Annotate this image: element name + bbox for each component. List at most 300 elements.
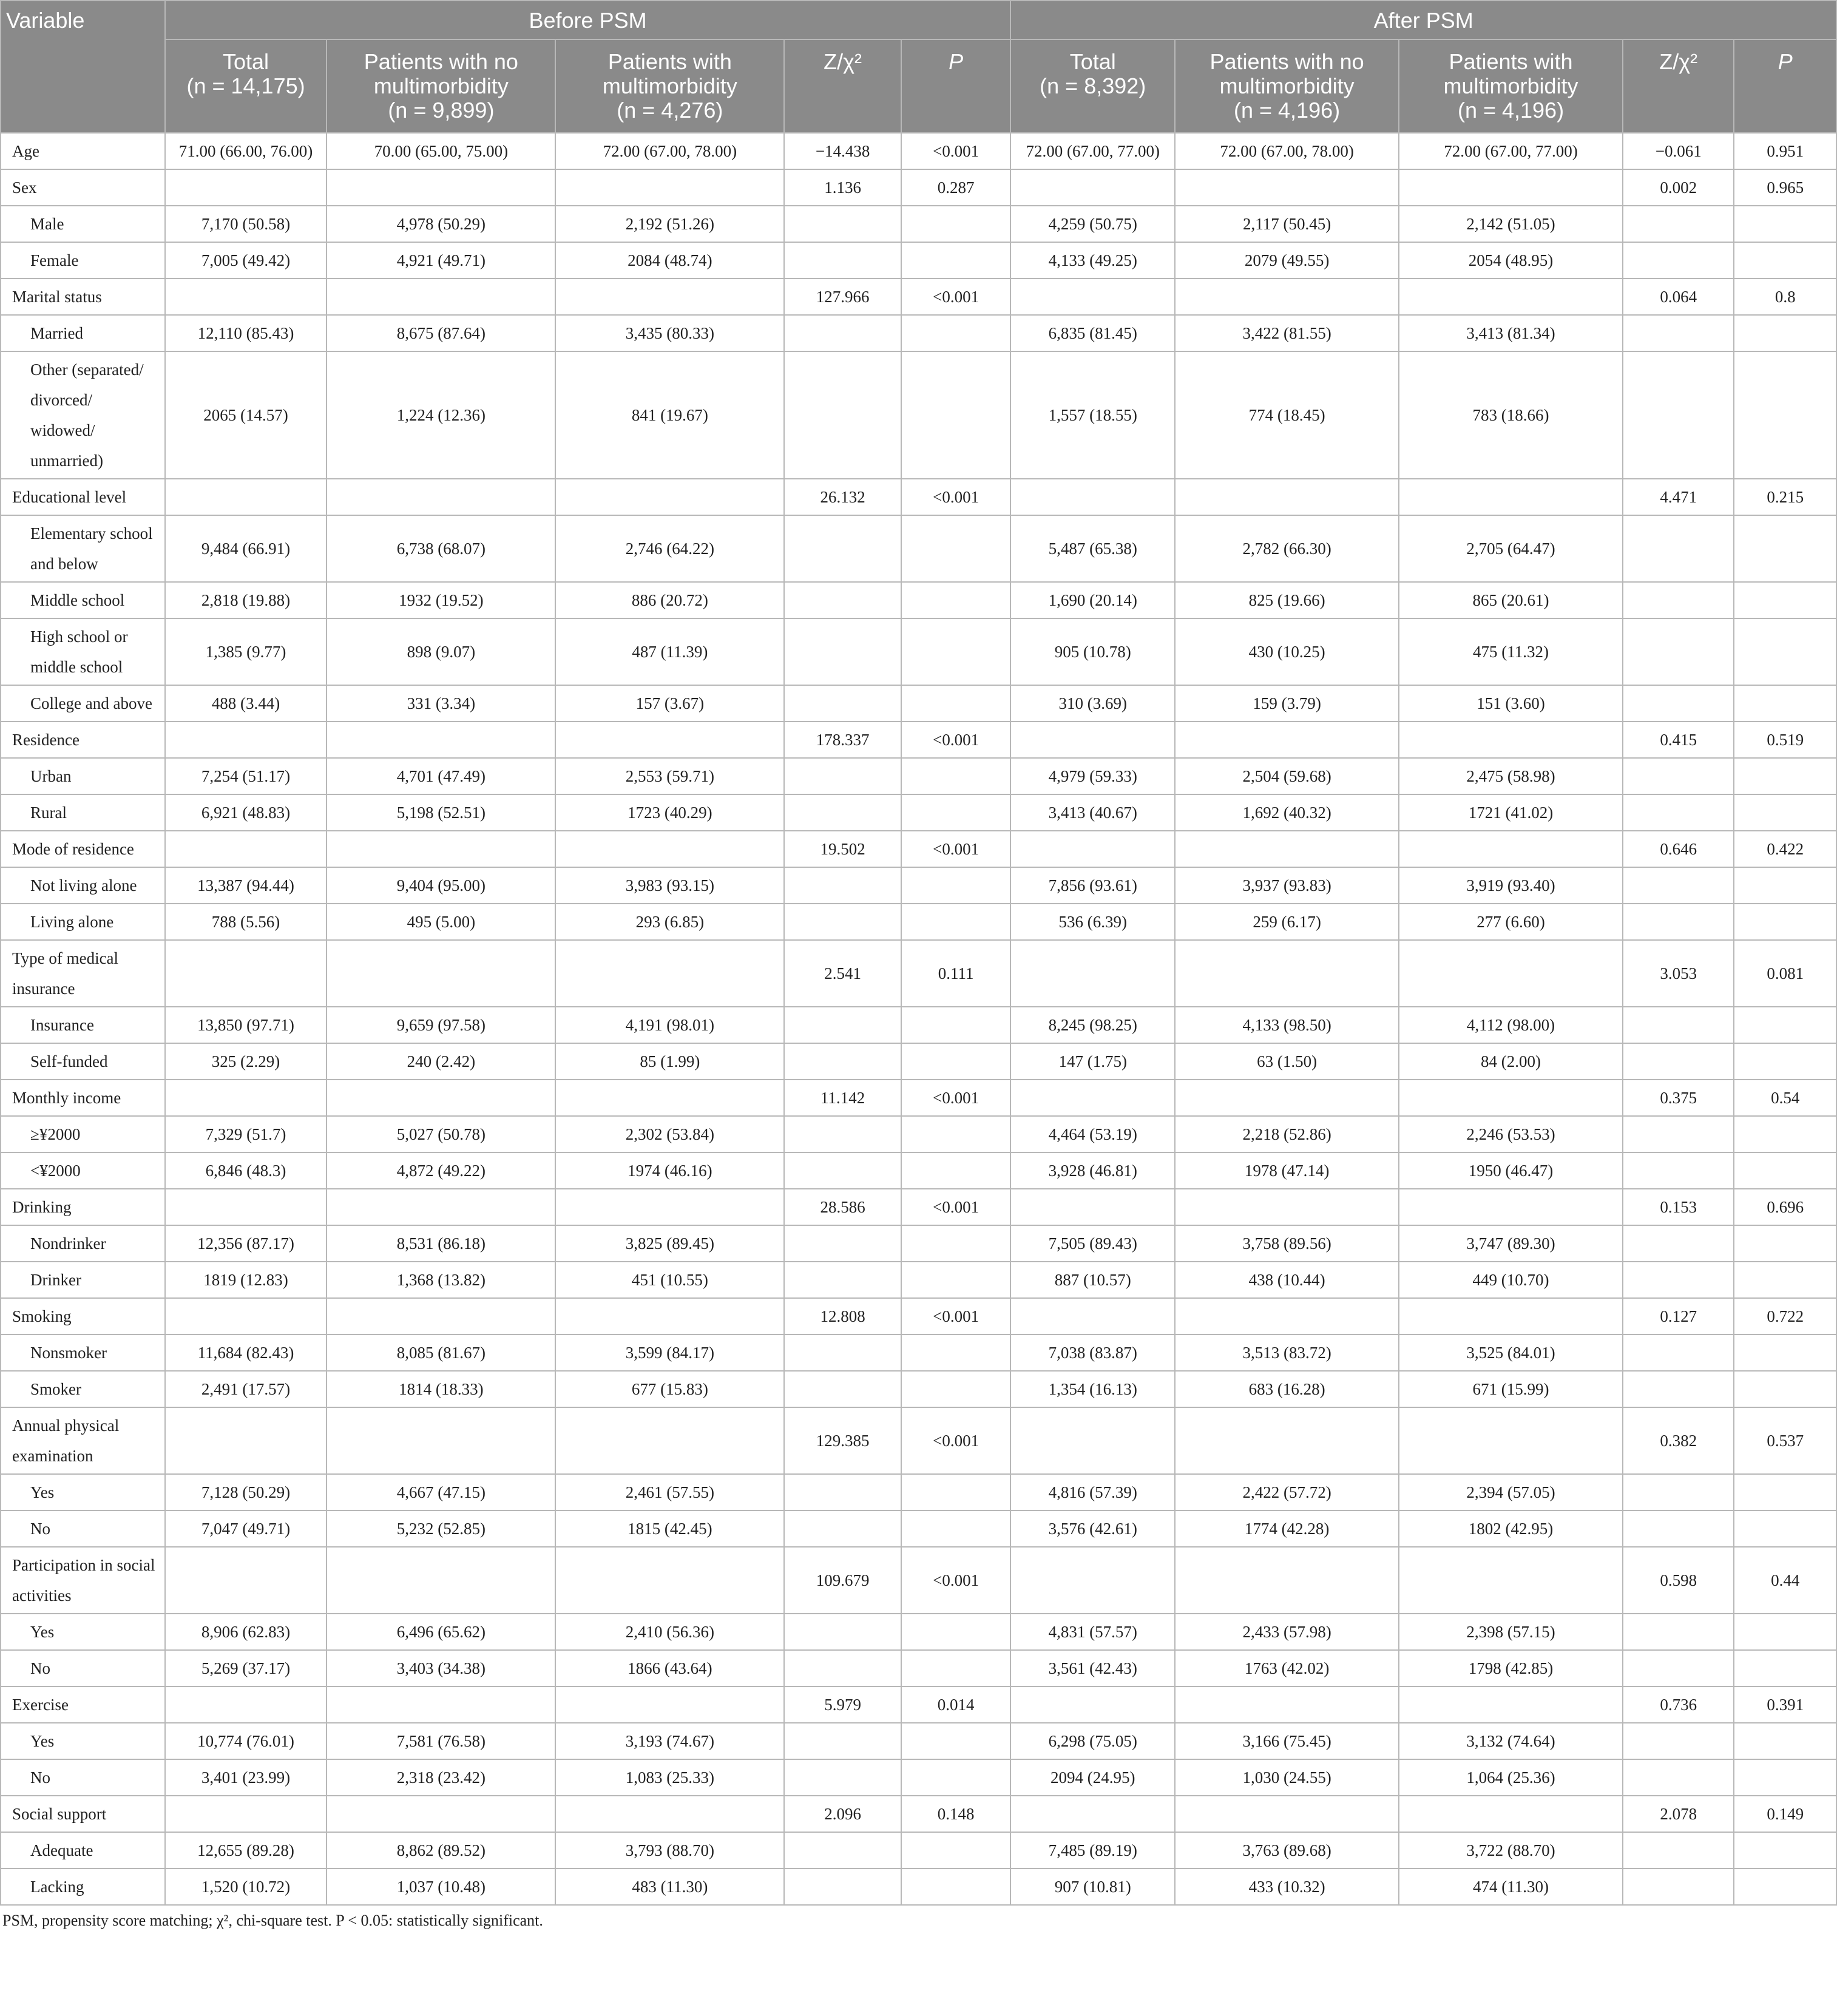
table-cell	[901, 315, 1011, 351]
table-cell	[1623, 1614, 1734, 1650]
table-cell: 3,758 (89.56)	[1175, 1225, 1399, 1262]
table-cell: 8,862 (89.52)	[326, 1832, 555, 1869]
table-cell	[555, 831, 784, 867]
table-cell: 2,117 (50.45)	[1175, 206, 1399, 242]
table-cell: 0.736	[1623, 1686, 1734, 1723]
table-cell: 1763 (42.02)	[1175, 1650, 1399, 1686]
table-cell	[165, 1189, 327, 1225]
table-cell: 4,831 (57.57)	[1010, 1614, 1175, 1650]
table-cell: 3,722 (88.70)	[1399, 1832, 1623, 1869]
table-cell: 3,983 (93.15)	[555, 867, 784, 904]
table-cell	[1623, 1759, 1734, 1796]
table-cell	[784, 1152, 901, 1189]
table-row	[1, 169, 1836, 206]
row-sublabel: ≥¥2000	[1, 1116, 165, 1152]
table-cell: 157 (3.67)	[555, 685, 784, 722]
table-cell	[901, 206, 1011, 242]
table-cell	[165, 1080, 327, 1116]
table-cell	[1399, 1298, 1623, 1334]
table-cell: 2,410 (56.36)	[555, 1614, 784, 1650]
table-cell	[1399, 1407, 1623, 1474]
table-cell: 3,561 (42.43)	[1010, 1650, 1175, 1686]
table-cell	[326, 1298, 555, 1334]
table-cell: <0.001	[901, 1080, 1011, 1116]
table-cell: 3,193 (74.67)	[555, 1723, 784, 1759]
table-cell: 487 (11.39)	[555, 618, 784, 685]
table-cell	[1010, 722, 1175, 758]
table-cell	[784, 315, 901, 351]
table-row	[1, 722, 1836, 758]
table-cell	[901, 582, 1011, 618]
table-cell	[1623, 1723, 1734, 1759]
table-cell	[1010, 940, 1175, 1007]
table-row	[1, 1007, 1836, 1043]
table-cell: <0.001	[901, 279, 1011, 315]
row-label: Age	[1, 133, 165, 169]
table-cell	[901, 1759, 1011, 1796]
table-cell	[326, 479, 555, 515]
table-cell	[555, 1407, 784, 1474]
table-cell: 3,435 (80.33)	[555, 315, 784, 351]
table-row	[1, 1080, 1836, 1116]
after-col-header	[1399, 39, 1623, 133]
table-cell: 0.382	[1623, 1407, 1734, 1474]
before-psm-header: Before PSM	[165, 1, 1011, 39]
table-cell: 1798 (42.85)	[1399, 1650, 1623, 1686]
table-cell	[784, 1723, 901, 1759]
table-cell: <0.001	[901, 1407, 1011, 1474]
row-sublabel: Female	[1, 242, 165, 279]
table-row	[1, 831, 1836, 867]
table-cell: 4,921 (49.71)	[326, 242, 555, 279]
table-cell	[901, 1474, 1011, 1510]
table-cell: 4,667 (47.15)	[326, 1474, 555, 1510]
table-cell: 8,245 (98.25)	[1010, 1007, 1175, 1043]
table-cell	[784, 867, 901, 904]
table-cell: <0.001	[901, 831, 1011, 867]
table-cell: 240 (2.42)	[326, 1043, 555, 1080]
table-cell: 84 (2.00)	[1399, 1043, 1623, 1080]
table-cell: 12.808	[784, 1298, 901, 1334]
table-cell: 2079 (49.55)	[1175, 242, 1399, 279]
table-cell: 12,110 (85.43)	[165, 315, 327, 351]
table-cell: 3.053	[1623, 940, 1734, 1007]
table-cell: 0.287	[901, 169, 1011, 206]
table-cell: 3,413 (81.34)	[1399, 315, 1623, 351]
table-cell: 0.537	[1734, 1407, 1836, 1474]
table-cell: 2094 (24.95)	[1010, 1759, 1175, 1796]
table-cell: 2,491 (17.57)	[165, 1371, 327, 1407]
table-cell: 109.679	[784, 1547, 901, 1614]
table-cell: 2,461 (57.55)	[555, 1474, 784, 1510]
table-cell: 2,504 (59.68)	[1175, 758, 1399, 794]
row-label: Drinking	[1, 1189, 165, 1225]
table-cell: 1,385 (9.77)	[165, 618, 327, 685]
table-cell	[1623, 1262, 1734, 1298]
table-cell: 3,525 (84.01)	[1399, 1334, 1623, 1371]
table-cell: 0.391	[1734, 1686, 1836, 1723]
col-header-n: (n = 4,196)	[1234, 98, 1341, 123]
table-cell: 4,112 (98.00)	[1399, 1007, 1623, 1043]
table-cell	[1623, 1007, 1734, 1043]
table-cell	[784, 1371, 901, 1407]
table-cell: 2,398 (57.15)	[1399, 1614, 1623, 1650]
table-cell	[784, 582, 901, 618]
table-cell	[1399, 722, 1623, 758]
row-sublabel: Living alone	[1, 904, 165, 940]
table-cell	[1623, 1225, 1734, 1262]
table-cell	[326, 279, 555, 315]
table-cell	[784, 351, 901, 479]
table-cell: 4,816 (57.39)	[1010, 1474, 1175, 1510]
table-cell: 0.149	[1734, 1796, 1836, 1832]
table-cell	[1734, 1043, 1836, 1080]
table-row	[1, 1869, 1836, 1905]
table-cell	[901, 1262, 1011, 1298]
table-cell: 1,083 (25.33)	[555, 1759, 784, 1796]
table-cell	[901, 904, 1011, 940]
table-cell: 0.153	[1623, 1189, 1734, 1225]
table-cell	[784, 1225, 901, 1262]
table-cell: 474 (11.30)	[1399, 1869, 1623, 1905]
table-cell: 0.722	[1734, 1298, 1836, 1334]
table-cell	[555, 1298, 784, 1334]
table-cell: 4,133 (49.25)	[1010, 242, 1175, 279]
table-cell	[1623, 351, 1734, 479]
table-cell: 4,259 (50.75)	[1010, 206, 1175, 242]
table-cell: 433 (10.32)	[1175, 1869, 1399, 1905]
table-cell: 3,403 (34.38)	[326, 1650, 555, 1686]
table-cell	[1623, 618, 1734, 685]
table-cell	[784, 1832, 901, 1869]
table-cell: 72.00 (67.00, 77.00)	[1010, 133, 1175, 169]
col-header-label: Total	[1069, 49, 1116, 74]
table-cell: 70.00 (65.00, 75.00)	[326, 133, 555, 169]
table-cell: −0.061	[1623, 133, 1734, 169]
table-cell	[1175, 831, 1399, 867]
table-cell: 7,038 (83.87)	[1010, 1334, 1175, 1371]
table-cell	[165, 169, 327, 206]
table-cell: 6,496 (65.62)	[326, 1614, 555, 1650]
table-cell	[784, 515, 901, 582]
table-cell	[555, 479, 784, 515]
table-cell	[1175, 1298, 1399, 1334]
table-cell: 63 (1.50)	[1175, 1043, 1399, 1080]
table-cell	[1623, 1510, 1734, 1547]
table-header	[1, 1, 1836, 133]
table-cell	[165, 1796, 327, 1832]
table-cell	[1734, 315, 1836, 351]
table-cell	[1175, 1407, 1399, 1474]
table-cell	[1734, 1832, 1836, 1869]
table-cell: 9,404 (95.00)	[326, 867, 555, 904]
table-cell: 0.598	[1623, 1547, 1734, 1614]
table-cell: 11.142	[784, 1080, 901, 1116]
table-cell: 774 (18.45)	[1175, 351, 1399, 479]
table-row	[1, 1262, 1836, 1298]
table-cell	[1734, 1225, 1836, 1262]
table-cell: 2084 (48.74)	[555, 242, 784, 279]
table-cell	[784, 685, 901, 722]
row-label: Residence	[1, 722, 165, 758]
table-cell	[901, 685, 1011, 722]
table-cell: 2054 (48.95)	[1399, 242, 1623, 279]
row-sublabel: Male	[1, 206, 165, 242]
table-cell: 0.081	[1734, 940, 1836, 1007]
table-cell	[1399, 831, 1623, 867]
row-sublabel: Not living alone	[1, 867, 165, 904]
table-cell	[1399, 940, 1623, 1007]
table-cell	[555, 1080, 784, 1116]
table-cell	[1175, 1080, 1399, 1116]
table-row	[1, 940, 1836, 1007]
table-cell: 5,232 (52.85)	[326, 1510, 555, 1547]
table-cell	[326, 940, 555, 1007]
table-cell	[1734, 758, 1836, 794]
table-cell	[1734, 582, 1836, 618]
table-cell	[1010, 279, 1175, 315]
table-cell	[1623, 315, 1734, 351]
table-cell	[901, 618, 1011, 685]
table-cell: 8,531 (86.18)	[326, 1225, 555, 1262]
row-label: Sex	[1, 169, 165, 206]
table-cell	[1010, 1298, 1175, 1334]
table-row	[1, 1686, 1836, 1723]
table-cell	[1175, 1686, 1399, 1723]
table-cell: 1723 (40.29)	[555, 794, 784, 831]
table-cell: 1.136	[784, 169, 901, 206]
table-cell: 495 (5.00)	[326, 904, 555, 940]
table-cell	[1623, 685, 1734, 722]
before-col-header	[901, 39, 1011, 133]
table-row	[1, 1152, 1836, 1189]
table-cell: 0.064	[1623, 279, 1734, 315]
table-cell	[1734, 1007, 1836, 1043]
table-cell: 475 (11.32)	[1399, 618, 1623, 685]
table-cell: 72.00 (67.00, 78.00)	[1175, 133, 1399, 169]
table-cell: 1,557 (18.55)	[1010, 351, 1175, 479]
table-row	[1, 515, 1836, 582]
table-cell: 7,005 (49.42)	[165, 242, 327, 279]
table-cell	[1175, 169, 1399, 206]
row-label: Participation in social activities	[1, 1547, 165, 1614]
table-cell	[1399, 169, 1623, 206]
table-cell: 0.014	[901, 1686, 1011, 1723]
table-cell: 3,763 (89.68)	[1175, 1832, 1399, 1869]
table-cell	[784, 794, 901, 831]
table-cell	[1623, 1152, 1734, 1189]
table-cell: 127.966	[784, 279, 901, 315]
table-cell	[1010, 831, 1175, 867]
row-sublabel: Elementary school and below	[1, 515, 165, 582]
table-cell: 19.502	[784, 831, 901, 867]
table-cell: 3,413 (40.67)	[1010, 794, 1175, 831]
table-row	[1, 1043, 1836, 1080]
col-header-label: Z/χ²	[824, 49, 862, 74]
col-header-label: Patients with no multimorbidity	[364, 49, 518, 98]
table-cell: 2,818 (19.88)	[165, 582, 327, 618]
table-cell: 277 (6.60)	[1399, 904, 1623, 940]
after-col-header	[1623, 39, 1734, 133]
after-col-header	[1010, 39, 1175, 133]
row-label: Annual physical examination	[1, 1407, 165, 1474]
table-cell	[784, 1614, 901, 1650]
col-header-n: (n = 8,392)	[1040, 73, 1146, 98]
row-sublabel: Smoker	[1, 1371, 165, 1407]
table-cell: 0.646	[1623, 831, 1734, 867]
table-cell	[1734, 515, 1836, 582]
table-cell	[1734, 904, 1836, 940]
table-cell: 2,746 (64.22)	[555, 515, 784, 582]
table-cell: 6,298 (75.05)	[1010, 1723, 1175, 1759]
table-cell	[1623, 206, 1734, 242]
table-cell: 3,793 (88.70)	[555, 1832, 784, 1869]
row-label: Exercise	[1, 1686, 165, 1723]
row-sublabel: No	[1, 1510, 165, 1547]
table-cell	[555, 1686, 784, 1723]
table-cell: 7,254 (51.17)	[165, 758, 327, 794]
table-cell: 3,422 (81.55)	[1175, 315, 1399, 351]
table-cell: 0.519	[1734, 722, 1836, 758]
table-cell: 1,037 (10.48)	[326, 1869, 555, 1905]
table-row	[1, 1650, 1836, 1686]
table-row	[1, 479, 1836, 515]
table-cell: 1802 (42.95)	[1399, 1510, 1623, 1547]
col-header-label: Patients with multimorbidity	[602, 49, 737, 98]
table-cell: 2,422 (57.72)	[1175, 1474, 1399, 1510]
table-cell: 3,401 (23.99)	[165, 1759, 327, 1796]
table-cell: 0.415	[1623, 722, 1734, 758]
table-row	[1, 582, 1836, 618]
col-header-label: Patients with multimorbidity	[1443, 49, 1578, 98]
table-cell	[1734, 685, 1836, 722]
table-cell: 0.422	[1734, 831, 1836, 867]
row-label: Monthly income	[1, 1080, 165, 1116]
table-row	[1, 351, 1836, 479]
table-cell	[784, 1869, 901, 1905]
table-cell	[1175, 1796, 1399, 1832]
table-row	[1, 1189, 1836, 1225]
table-cell	[1399, 479, 1623, 515]
table-cell: 671 (15.99)	[1399, 1371, 1623, 1407]
table-row	[1, 758, 1836, 794]
table-cell	[784, 206, 901, 242]
table-cell	[901, 242, 1011, 279]
table-cell: 8,675 (87.64)	[326, 315, 555, 351]
row-label: Social support	[1, 1796, 165, 1832]
table-cell: 1815 (42.45)	[555, 1510, 784, 1547]
table-cell: 3,928 (46.81)	[1010, 1152, 1175, 1189]
table-cell: 0.002	[1623, 169, 1734, 206]
table-cell: 2,433 (57.98)	[1175, 1614, 1399, 1650]
col-header-n: (n = 4,276)	[617, 98, 723, 123]
col-header-label: Z/χ²	[1659, 49, 1698, 74]
table-cell: 2,553 (59.71)	[555, 758, 784, 794]
table-cell: 72.00 (67.00, 77.00)	[1399, 133, 1623, 169]
table-cell	[1399, 279, 1623, 315]
table-cell: 71.00 (66.00, 76.00)	[165, 133, 327, 169]
row-sublabel: <¥2000	[1, 1152, 165, 1189]
table-cell: 449 (10.70)	[1399, 1262, 1623, 1298]
table-cell	[1623, 242, 1734, 279]
table-cell: 9,484 (66.91)	[165, 515, 327, 582]
table-cell	[555, 1547, 784, 1614]
table-cell	[555, 279, 784, 315]
table-cell	[784, 1759, 901, 1796]
table-cell	[784, 618, 901, 685]
row-sublabel: Nonsmoker	[1, 1334, 165, 1371]
table-row	[1, 1474, 1836, 1510]
table-cell	[1623, 582, 1734, 618]
table-cell: 841 (19.67)	[555, 351, 784, 479]
row-sublabel: Yes	[1, 1474, 165, 1510]
table-cell	[555, 940, 784, 1007]
table-cell: 2,218 (52.86)	[1175, 1116, 1399, 1152]
table-cell	[901, 758, 1011, 794]
table-cell: 430 (10.25)	[1175, 618, 1399, 685]
table-body	[1, 133, 1836, 1905]
variable-header: Variable	[1, 1, 165, 133]
table-cell	[1175, 1547, 1399, 1614]
table-cell	[901, 1116, 1011, 1152]
table-cell	[784, 1043, 901, 1080]
table-cell	[326, 1686, 555, 1723]
table-cell	[901, 1371, 1011, 1407]
row-sublabel: Yes	[1, 1614, 165, 1650]
table-cell: 7,128 (50.29)	[165, 1474, 327, 1510]
table-cell: 151 (3.60)	[1399, 685, 1623, 722]
table-cell	[1734, 1869, 1836, 1905]
table-cell: 5,487 (65.38)	[1010, 515, 1175, 582]
table-cell	[1623, 1869, 1734, 1905]
table-cell	[165, 1547, 327, 1614]
table-cell	[555, 722, 784, 758]
table-cell: 0.696	[1734, 1189, 1836, 1225]
table-cell	[1734, 242, 1836, 279]
table-row	[1, 1298, 1836, 1334]
footnote: PSM, propensity score matching; χ², chi-square test. P < 0.05: statistically significant.	[2, 1912, 543, 1929]
table-cell	[1734, 1262, 1836, 1298]
table-cell: 2.078	[1623, 1796, 1734, 1832]
table-cell: 438 (10.44)	[1175, 1262, 1399, 1298]
table-cell	[901, 351, 1011, 479]
table-cell	[1623, 1832, 1734, 1869]
before-col-header	[784, 39, 901, 133]
table-cell: 488 (3.44)	[165, 685, 327, 722]
table-cell: 2,142 (51.05)	[1399, 206, 1623, 242]
table-cell	[326, 1796, 555, 1832]
row-sublabel: Urban	[1, 758, 165, 794]
table-cell: 907 (10.81)	[1010, 1869, 1175, 1905]
table-cell: 3,937 (93.83)	[1175, 867, 1399, 904]
table-cell: 905 (10.78)	[1010, 618, 1175, 685]
table-cell: 1774 (42.28)	[1175, 1510, 1399, 1547]
table-cell: 2.096	[784, 1796, 901, 1832]
after-col-header	[1734, 39, 1836, 133]
table-cell: 2,782 (66.30)	[1175, 515, 1399, 582]
table-cell	[784, 1650, 901, 1686]
table-cell: 825 (19.66)	[1175, 582, 1399, 618]
table-cell	[784, 758, 901, 794]
table-cell: 7,581 (76.58)	[326, 1723, 555, 1759]
table-cell	[165, 1407, 327, 1474]
table-cell	[1010, 1547, 1175, 1614]
table-cell	[901, 1152, 1011, 1189]
table-cell: 886 (20.72)	[555, 582, 784, 618]
table-cell: 2,302 (53.84)	[555, 1116, 784, 1152]
col-header-label: P	[949, 49, 964, 74]
table-cell	[555, 169, 784, 206]
